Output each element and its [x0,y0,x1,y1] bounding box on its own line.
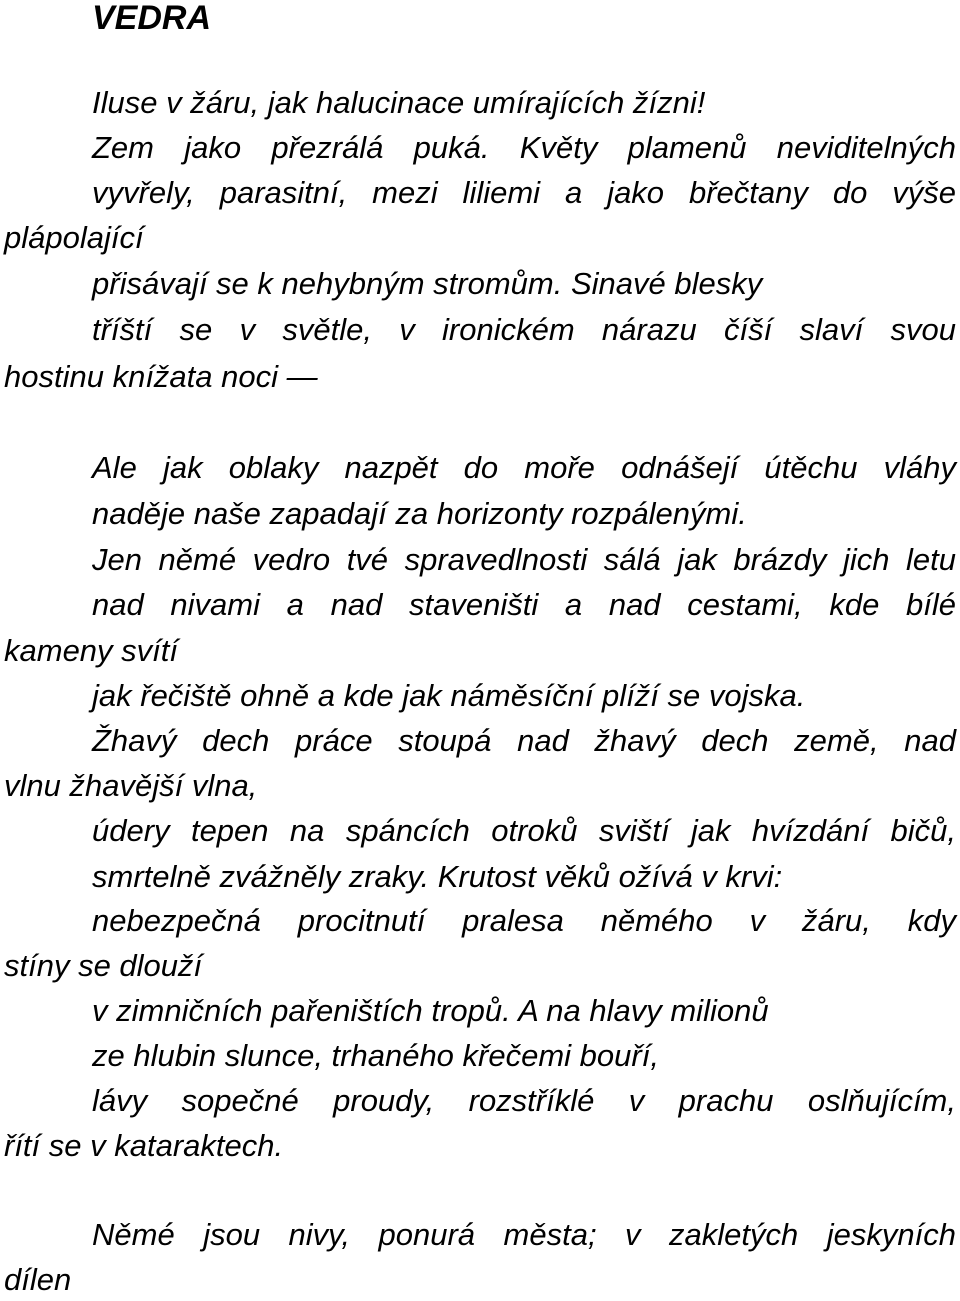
poem-line: naděje naše zapadají za horizonty rozpálenými. [92,496,747,531]
poem-line: lávy sopečné proudy, rozstříklé v prachu oslňujícím, [92,1083,956,1118]
poem-line: vyvřely, parasitní, mezi liliemi a jako břečtany do výše [92,175,956,210]
poem-line: Němé jsou nivy, ponurá města; v zakletých jeskyních [92,1217,956,1252]
poem-line: jak řečiště ohně a kde jak náměsíční plíží se vojska. [92,678,806,713]
poem-line: smrtelně zvážněly zraky. Krutost věků ožívá v krvi: [92,859,783,894]
poem-line: ze hlubin slunce, trhaného křečemi bouří, [92,1038,659,1073]
poem-title: VEDRA [92,0,212,37]
poem-line: přisávají se k nehybným stromům. Sinavé blesky [92,266,763,301]
poem-line: tříští se v světle, v ironickém nárazu číší slaví svou [92,312,956,347]
poem-line: plápolající [4,220,144,255]
poem-line: hostinu knížata noci — [4,359,318,394]
poem-line: Iluse v žáru, jak halucinace umírajících žízni! [92,85,706,120]
poem-line: údery tepen na spáncích otroků sviští jak hvízdání bičů, [92,813,956,848]
poem-line: řítí se v kataraktech. [4,1128,284,1163]
poem-line: dílen [4,1262,72,1297]
poem-line: stíny se dlouží [4,948,203,983]
poem-line: nebezpečná procitnutí pralesa němého v žáru, kdy [92,903,956,938]
poem-line: Žhavý dech práce stoupá nad žhavý dech země, nad [92,723,956,758]
poem-line: v zimničních pařeništích tropů. A na hlavy milionů [92,993,769,1028]
poem-line: Ale jak oblaky nazpět do moře odnášejí útěchu vláhy [92,450,956,485]
poem-line: nad nivami a nad staveništi a nad cestami, kde bílé [92,587,956,622]
poem-line: kameny svítí [4,633,178,668]
poem-line: vlnu žhavější vlna, [4,768,258,803]
poem-line: Jen němé vedro tvé spravedlnosti sálá jak brázdy jich letu [92,542,956,577]
poem-line: Zem jako přezrálá puká. Květy plamenů neviditelných [92,130,956,165]
